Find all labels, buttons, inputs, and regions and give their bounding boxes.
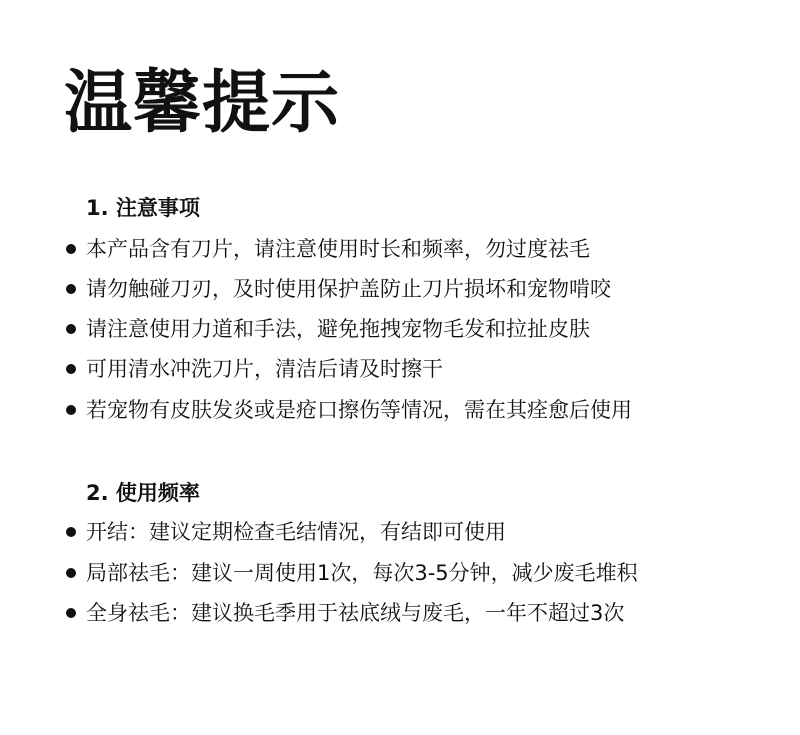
list-item	[66, 235, 590, 263]
list-item-text: 开结：建议定期检查毛结情况，有结即可使用	[86, 520, 506, 544]
list-item	[66, 315, 590, 343]
list-item-text: 若宠物有皮肤发炎或是疮口擦伤等情况，需在其痊愈后使用	[86, 398, 632, 422]
list-item	[66, 599, 624, 627]
bullet-icon	[66, 324, 76, 334]
bullet-icon	[66, 405, 76, 415]
bullet-icon	[66, 284, 76, 294]
list-item	[66, 275, 611, 303]
list-item	[66, 355, 443, 383]
section-heading-frequency: 2. 使用频率	[86, 481, 200, 505]
bullet-icon	[66, 364, 76, 374]
list-item-text: 可用清水冲洗刀片，清洁后请及时擦干	[86, 357, 443, 381]
bullet-icon	[66, 608, 76, 618]
list-item-text: 局部祛毛：建议一周使用1次，每次3-5分钟，减少废毛堆积	[86, 561, 638, 585]
section-heading-notes: 1. 注意事项	[86, 196, 200, 220]
bullet-icon	[66, 568, 76, 578]
bullet-icon	[66, 244, 76, 254]
page-title: 温馨提示	[64, 64, 341, 143]
list-item-text: 请勿触碰刀刃，及时使用保护盖防止刀片损坏和宠物啃咬	[86, 277, 611, 301]
list-item	[66, 396, 632, 424]
list-item	[66, 518, 506, 546]
list-item-text: 请注意使用力道和手法，避免拖拽宠物毛发和拉扯皮肤	[86, 317, 590, 341]
bullet-icon	[66, 527, 76, 537]
list-item-text: 本产品含有刀片，请注意使用时长和频率，勿过度祛毛	[86, 237, 590, 261]
list-item	[66, 559, 638, 587]
list-item-text: 全身祛毛：建议换毛季用于祛底绒与废毛，一年不超过3次	[86, 601, 625, 625]
